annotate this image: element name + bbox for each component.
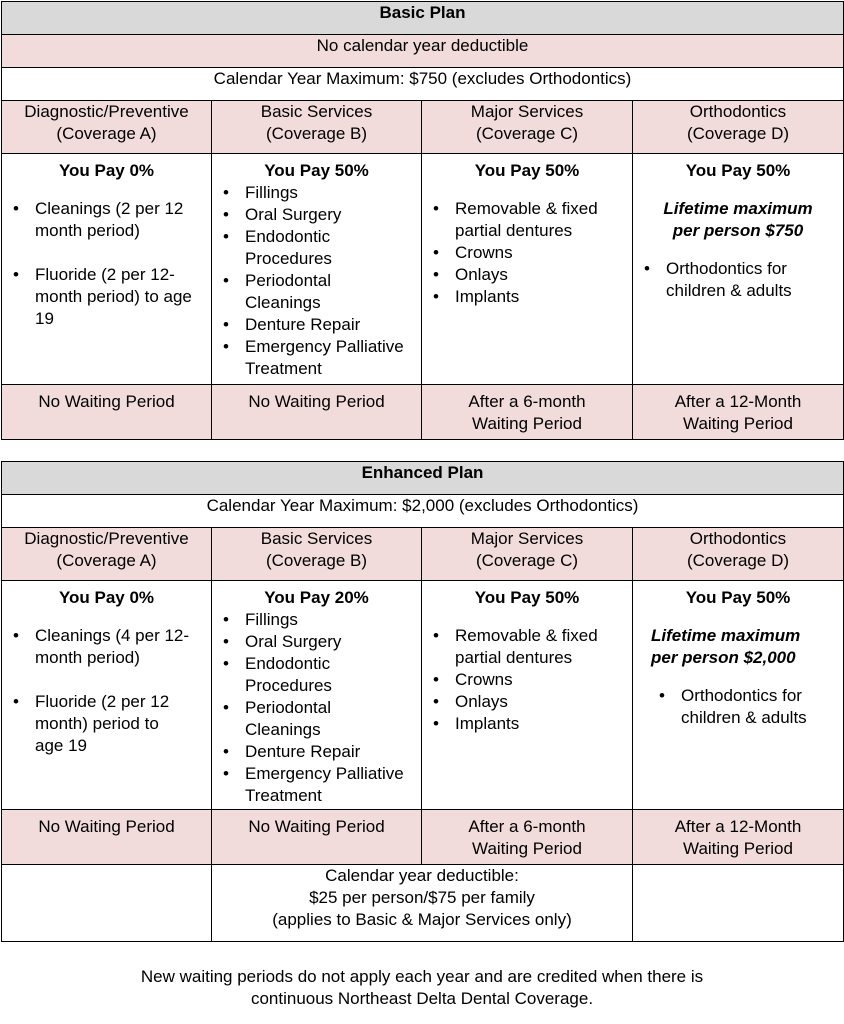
basic-plan-title: Basic Plan [2,2,844,35]
basic-maximum: Calendar Year Maximum: $750 (excludes Orthodontics) [2,68,844,101]
waiting-period: After a 12-Month Waiting Period [674,817,802,858]
col-coverage: (Coverage B) [265,124,368,143]
col-coverage: (Coverage A) [56,124,157,143]
col-name: Major Services [470,102,584,121]
deductible-line: Calendar year deductible: [325,866,519,885]
enhanced-col-d-body [633,581,844,810]
pay-percent: You Pay 50% [685,161,791,180]
pay-percent: You Pay 0% [58,161,155,180]
pay-percent: You Pay 50% [685,588,791,607]
enhanced-col-c-header [422,528,633,581]
deductible-line: $25 per person/$75 per family [309,888,535,907]
basic-col-d-body [633,154,844,385]
coverage-list [633,258,843,302]
basic-col-c-header [422,101,633,154]
col-name: Diagnostic/Preventive [24,102,189,121]
list-item: • Emergency Palliative Treatment [212,336,421,380]
enhanced-deductible [212,865,633,942]
col-coverage: (Coverage D) [686,551,790,570]
list-item: • Implants [422,713,632,735]
basic-col-a-header [2,101,212,154]
list-item: • Cleanings (2 per 12 month period) [2,198,211,242]
basic-col-d-wait [633,385,844,440]
enhanced-col-b-header [212,528,422,581]
coverage-list [422,198,632,308]
coverage-list [422,625,632,735]
list-item: • Fillings [212,609,421,631]
list-item: • Periodontal Cleanings [212,270,421,314]
waiting-period: After a 6-month Waiting Period [468,817,586,858]
list-item: • Endodontic Procedures [212,226,421,270]
col-name: Orthodontics [689,102,787,121]
col-coverage: (Coverage A) [56,551,157,570]
basic-col-a-wait [2,385,212,440]
list-item: • Denture Repair [212,314,421,336]
col-name: Basic Services [260,102,373,121]
deductible-line: (applies to Basic & Major Services only) [272,910,572,929]
basic-col-c-wait [422,385,633,440]
enhanced-plan-table [1,461,844,942]
col-coverage: (Coverage C) [475,124,579,143]
list-item: • Fillings [212,182,421,204]
lifetime-maximum: Lifetime maximum per person $2,000 [651,626,801,667]
list-item: • Onlays [422,264,632,286]
enhanced-col-c-body [422,581,633,810]
list-item: • Endodontic Procedures [212,653,421,697]
pay-percent: You Pay 50% [264,161,369,180]
col-name: Basic Services [260,529,373,548]
enhanced-col-b-body [212,581,422,810]
col-name: Orthodontics [689,529,787,548]
pay-percent: You Pay 50% [474,588,580,607]
waiting-period: No Waiting Period [248,817,385,836]
coverage-list [212,182,421,380]
waiting-period: After a 12-Month Waiting Period [674,392,802,433]
list-item: • Crowns [422,669,632,691]
coverage-list [2,625,211,757]
list-item: • Removable & fixed partial dentures [422,198,632,242]
list-item: • Crowns [422,242,632,264]
list-item: • Orthodontics for children & adults [633,258,843,302]
basic-plan-table [1,1,844,440]
pay-percent: You Pay 50% [474,161,580,180]
enhanced-col-a-body [2,581,212,810]
waiting-period: After a 6-month Waiting Period [468,392,586,433]
coverage-list [212,609,421,807]
basic-deductible: No calendar year deductible [2,35,844,68]
coverage-list [633,685,843,729]
list-item: • Fluoride (2 per 12 month) period to age 19 [2,691,211,757]
enhanced-col-c-wait [422,810,633,865]
list-item: • Implants [422,286,632,308]
enhanced-maximum: Calendar Year Maximum: $2,000 (excludes Orthodontics) [2,495,844,528]
basic-col-b-wait [212,385,422,440]
list-item: • Orthodontics for children & adults [648,685,843,729]
list-item: • Oral Surgery [212,631,421,653]
enhanced-plan-title: Enhanced Plan [2,462,844,495]
col-name: Major Services [470,529,584,548]
col-coverage: (Coverage C) [475,551,579,570]
waiting-period: No Waiting Period [38,817,175,836]
basic-col-c-body [422,154,633,385]
footnote [0,966,844,1010]
col-coverage: (Coverage B) [265,551,368,570]
pay-percent: You Pay 20% [264,588,369,607]
list-item: • Periodontal Cleanings [212,697,421,741]
coverage-list [2,198,211,330]
pay-percent: You Pay 0% [58,588,155,607]
basic-col-b-body [212,154,422,385]
enhanced-col-a-wait [2,810,212,865]
list-item: • Emergency Palliative Treatment [212,763,421,807]
col-name: Diagnostic/Preventive [24,529,189,548]
list-item: • Cleanings (4 per 12-month period) [2,625,211,669]
footnote-text: New waiting periods do not apply each year and are credited when there is continuous Northeast Delta Dental Coverage. [140,967,704,1008]
list-item: • Denture Repair [212,741,421,763]
waiting-period: No Waiting Period [38,392,175,411]
list-item: • Onlays [422,691,632,713]
enhanced-col-a-header [2,528,212,581]
col-coverage: (Coverage D) [686,124,790,143]
enhanced-col-d-header [633,528,844,581]
deductible-empty-right [633,865,844,942]
list-item: • Fluoride (2 per 12-month period) to age 19 [2,264,211,330]
lifetime-maximum: Lifetime maximum per person $750 [663,199,813,240]
basic-col-a-body [2,154,212,385]
enhanced-col-d-wait [633,810,844,865]
basic-col-b-header [212,101,422,154]
deductible-empty-left [2,865,212,942]
list-item: • Oral Surgery [212,204,421,226]
waiting-period: No Waiting Period [248,392,385,411]
list-item: • Removable & fixed partial dentures [422,625,632,669]
basic-col-d-header [633,101,844,154]
enhanced-col-b-wait [212,810,422,865]
